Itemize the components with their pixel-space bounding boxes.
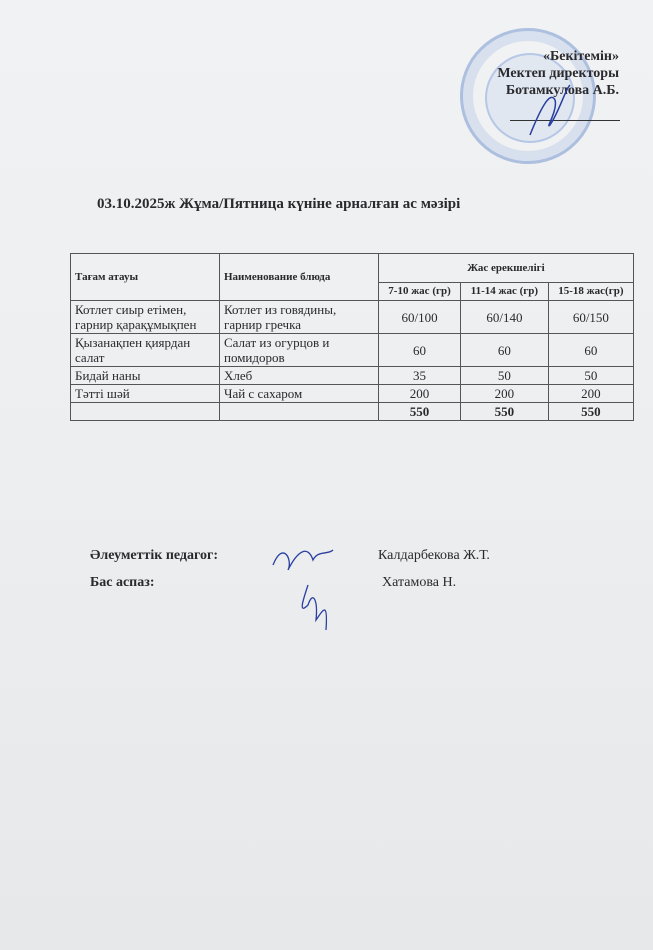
header-age: 7-10 жас (гр) [379,283,461,301]
portion-value: 200 [379,385,461,403]
dish-kz: Котлет сиыр етімен, гарнир қарақұмықпен [71,301,220,334]
table-row [71,367,634,385]
signature-role: Бас аспаз: [90,575,155,590]
signature-role: Әлеуметтік педагог: [90,548,219,563]
header-age: 11-14 жас (гр) [461,283,549,301]
header-ru: Наименование блюда [220,254,379,301]
portion-value: 200 [461,385,549,403]
header-age: 15-18 жас(гр) [548,283,633,301]
table-row [71,334,634,367]
portion-value: 60 [461,334,549,367]
portion-value: 200 [548,385,633,403]
approval-line3: Ботамкулова А.Б. [505,83,619,98]
portion-value: 60 [379,334,461,367]
total: 550 [379,403,461,421]
portion-value: 50 [461,367,549,385]
approval-line1: «Бекітемін» [542,49,619,64]
director-signature [520,80,580,140]
handwritten-signatures [268,530,348,640]
table-row [71,385,634,403]
dish-kz: Тәтті шәй [71,385,220,403]
dish-ru: Чай с сахаром [220,385,379,403]
table-row [71,301,634,334]
portion-value: 35 [379,367,461,385]
header-age-group: Жас ерекшелігі [379,254,634,283]
dish-ru: Салат из огурцов и помидоров [220,334,379,367]
portion-value: 60 [548,334,633,367]
signature-name: Хатамова Н. [382,575,457,590]
portion-value: 50 [548,367,633,385]
page-title: 03.10.2025ж Жұма/Пятница күніне арналған ас мәзірі [97,196,461,212]
header-kz: Тағам атауы [71,254,220,301]
total: 550 [461,403,549,421]
menu-table [70,253,634,421]
totals-row [71,403,634,421]
portion-value: 60/100 [379,301,461,334]
approval-line2: Мектеп директоры [497,66,619,81]
dish-ru: Хлеб [220,367,379,385]
dish-kz: Бидай наны [71,367,220,385]
total: 550 [548,403,633,421]
portion-value: 60/150 [548,301,633,334]
dish-kz: Қызанақпен қиярдан салат [71,334,220,367]
dish-ru: Котлет из говядины, гарнир гречка [220,301,379,334]
signature-name: Калдарбекова Ж.Т. [378,548,490,563]
portion-value: 60/140 [461,301,549,334]
